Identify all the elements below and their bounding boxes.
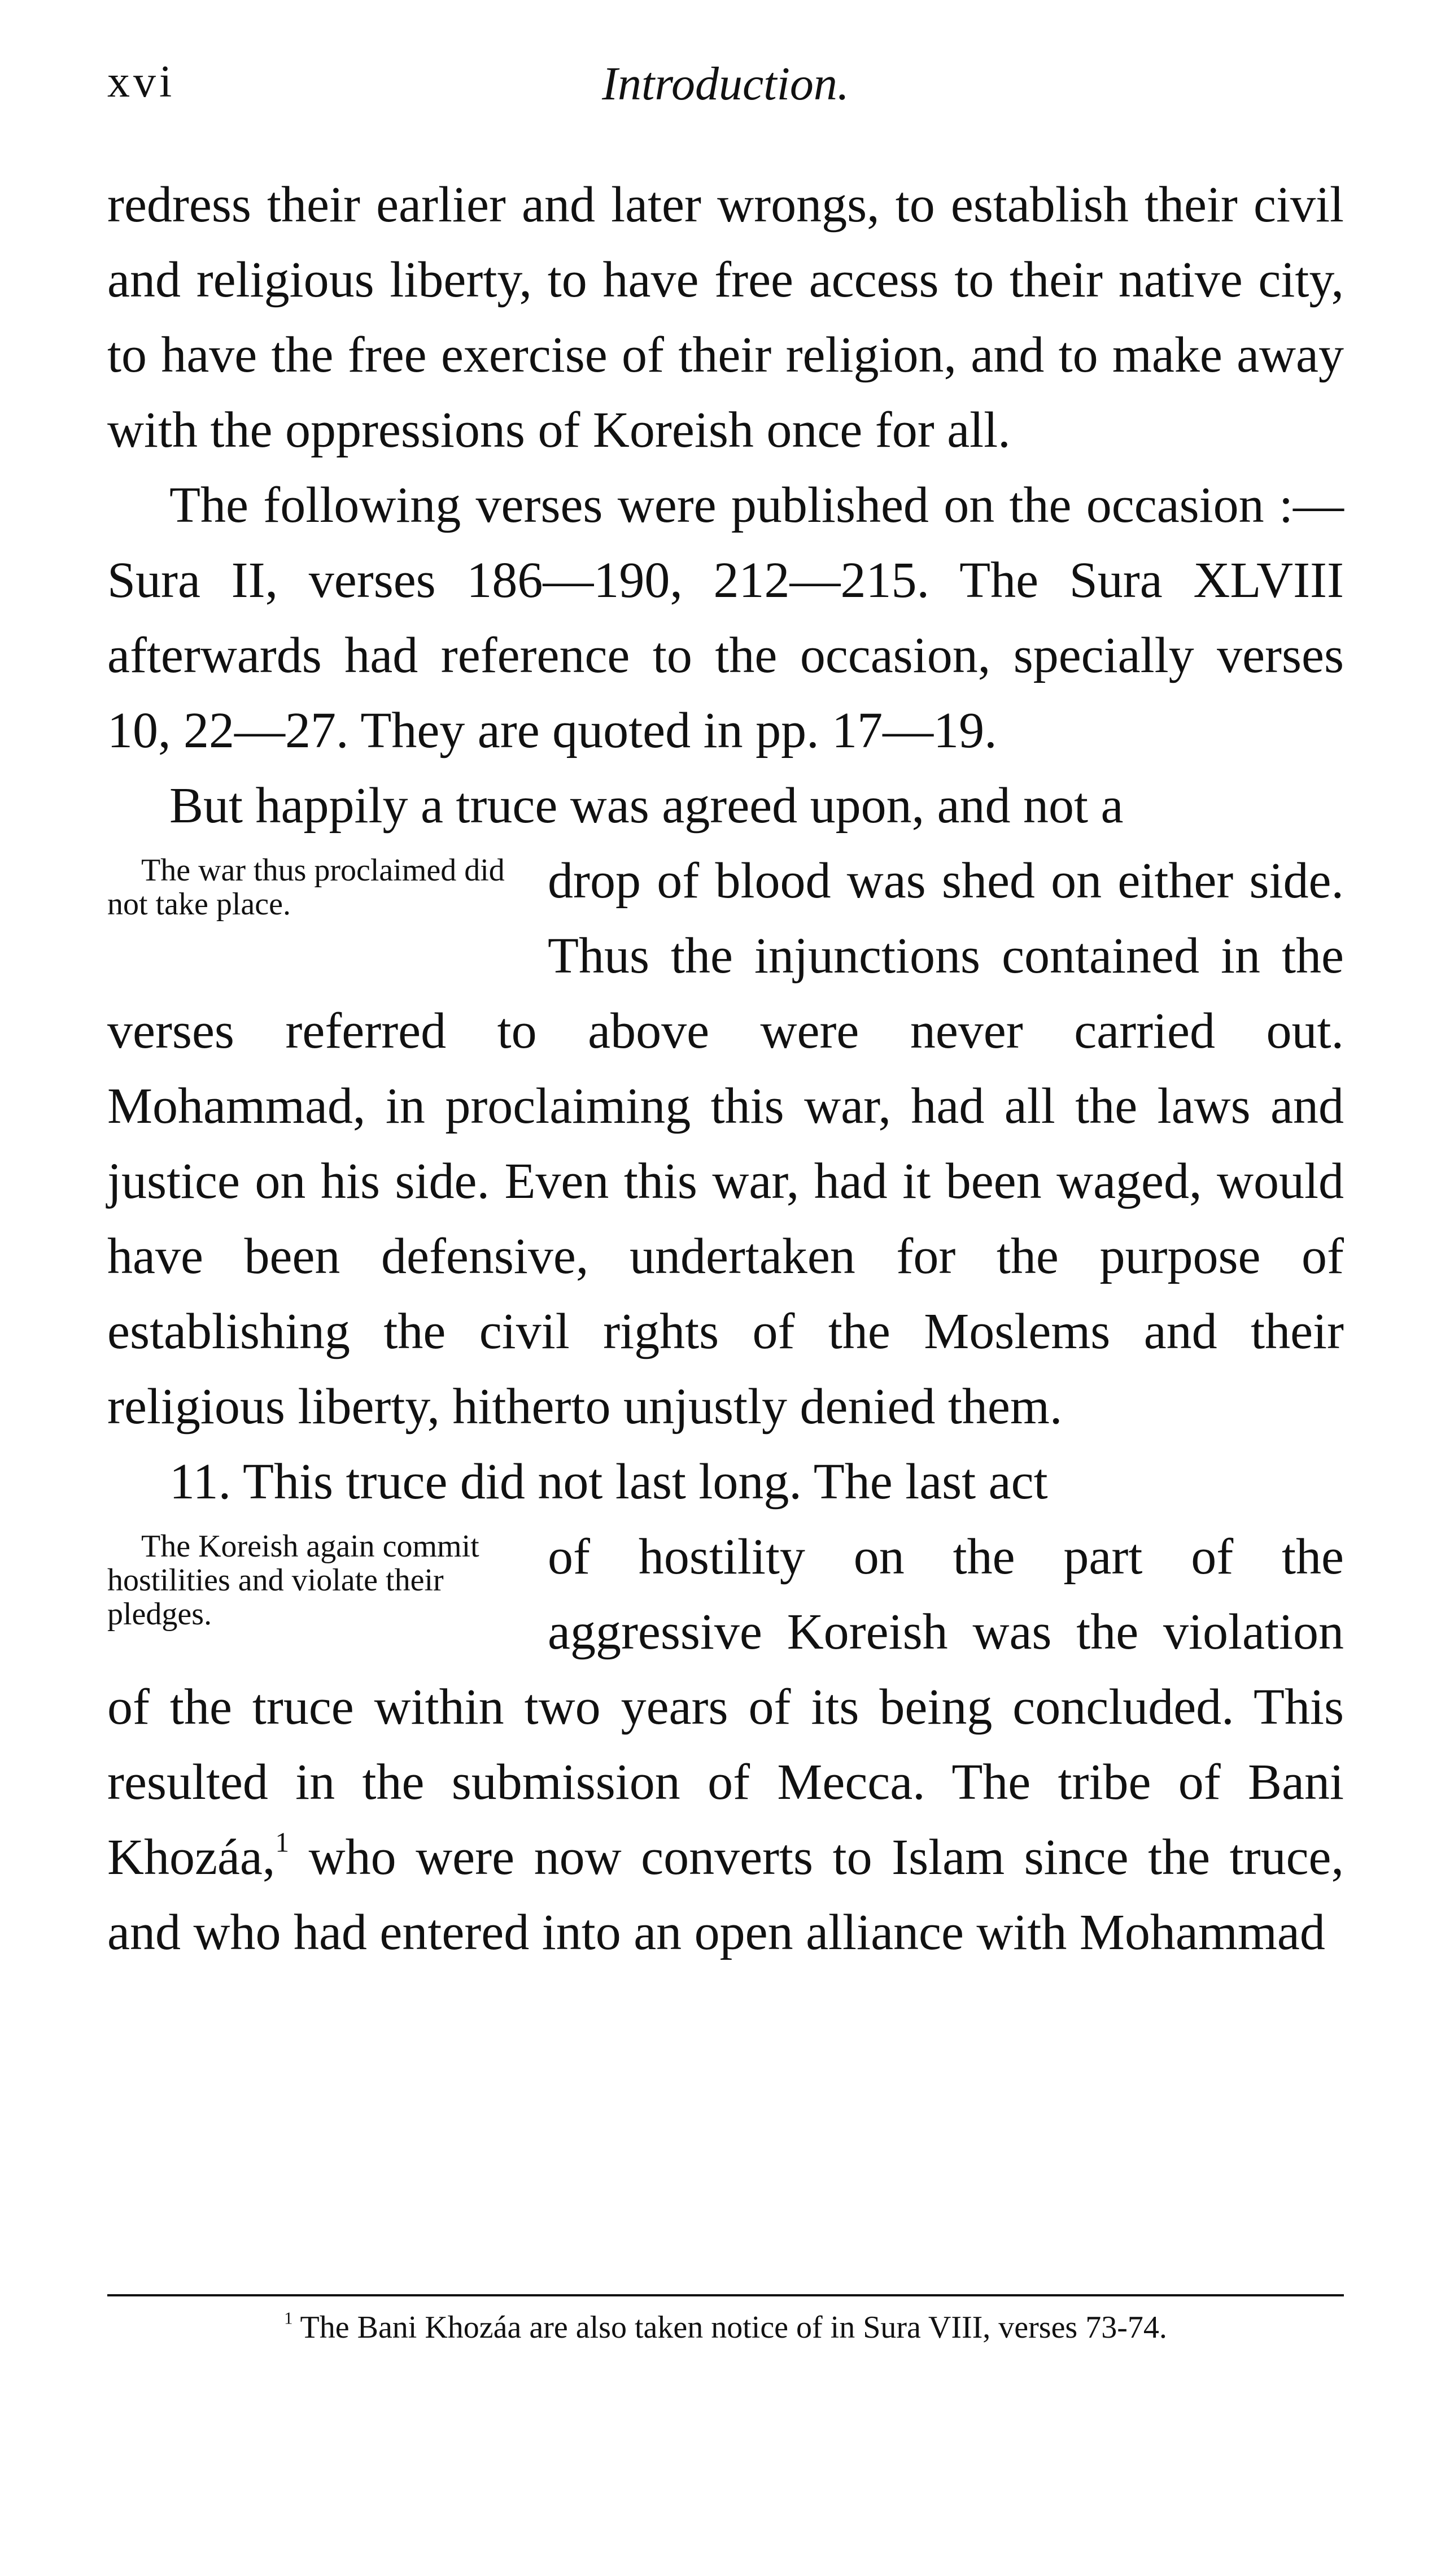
paragraph-eleven-lead: 11. This truce did not last long. The last act	[169, 1454, 1048, 1510]
paragraph-redress: redress their earlier and later wrongs, to establish their civil and religious liberty, to have free access to their native city, to have the free exercise of their religion, and to make away with the oppressions of Koreish once for all.	[107, 177, 1344, 458]
page-header	[107, 56, 1344, 119]
paragraph-truce-body	[107, 843, 1344, 1444]
main-text	[107, 167, 1344, 1970]
paragraph-truce-lead: But happily a truce was agreed upon, and not a	[169, 778, 1124, 834]
paragraph-eleven-rest-b: who were now converts to Islam since the truce, and who had entered into an open alliance with Mohammad	[107, 1829, 1344, 1960]
paragraph-truce-rest: drop of blood was shed on either side. Thus the injunctions contained in the verses referred to above were never carried out. Mohammad, in proclaiming this war, had all the laws and justice on his side. Even this war, had it been waged, would have been defensive, undertaken for the purpose of establishing the civil rights of the Moslems and their religious liberty, hitherto unjustly denied them.	[107, 853, 1344, 1435]
footnote-marker: 1	[284, 2308, 293, 2328]
paragraph-verses: The following verses were published on the occasion :—Sura II, verses 186—190, 212—215. The Sura XLVIII afterwards had reference to the occasion, specially verses 10, 22—27. They are quoted in pp. 17—19.	[107, 477, 1344, 759]
footnote-rule	[107, 2294, 1344, 2296]
sidenote-war	[107, 853, 514, 921]
footnote-reference: 1	[275, 1827, 290, 1858]
paragraph-eleven-body	[107, 1519, 1344, 1970]
footnote	[107, 2308, 1344, 2347]
sidenote-koreish-text: The Koreish again commit hostilities and violate their pledges.	[107, 1529, 479, 1632]
page-number: xvi	[107, 57, 176, 107]
paragraph-eleven-rest-a: of hostility on the part of the aggressive Koreish was the violation of the truce within two years of its being concluded. This resulted in the submission of Mecca. The tribe of Bani Khozáa,	[107, 1529, 1344, 1885]
running-title: Introduction.	[602, 58, 849, 110]
footnote-text: The Bani Khozáa are also taken notice of in Sura VIII, verses 73-74.	[292, 2310, 1167, 2345]
sidenote-koreish	[107, 1529, 514, 1631]
sidenote-war-text: The war thus proclaimed did not take place.	[107, 853, 505, 922]
